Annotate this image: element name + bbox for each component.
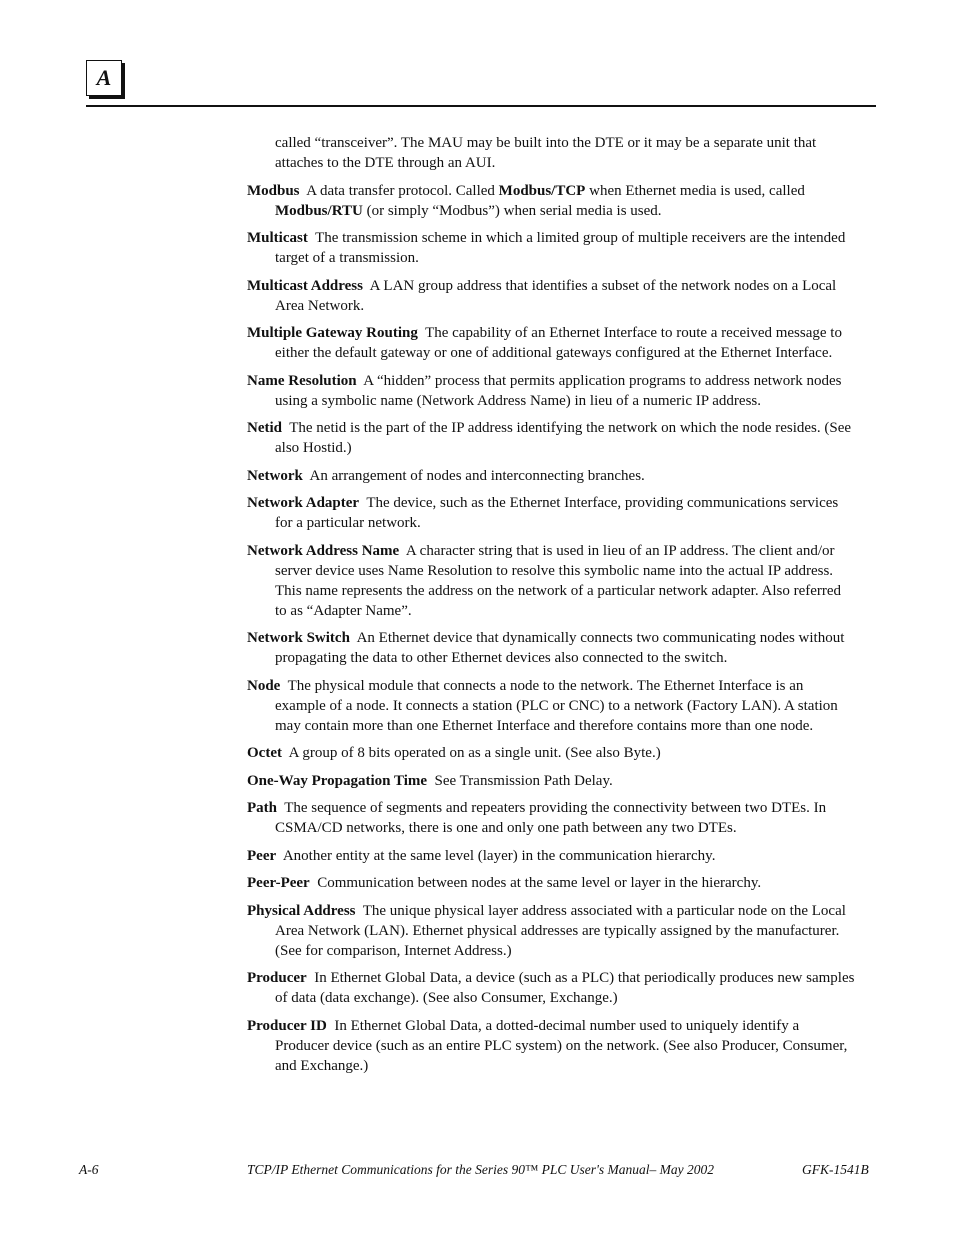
glossary-entry (247, 371, 855, 411)
glossary-definition: Another entity at the same level (layer) in the communication hierarchy. (282, 847, 716, 864)
glossary-term: Network Address Name (247, 542, 400, 559)
glossary-definition: Communication between nodes at the same level or layer in the hierarchy. (317, 875, 762, 891)
glossary-term: Netid (247, 420, 282, 436)
glossary-term: Producer ID (247, 1017, 327, 1034)
glossary-definition: when Ethernet media is used, called (585, 182, 805, 199)
glossary-entry (247, 968, 855, 1008)
glossary-term: Multicast (247, 230, 308, 246)
glossary-definition: A “hidden” process that permits application programs to address network nodes using a symbolic name (Network Address Name) in lieu of a numeric IP address. (275, 372, 842, 409)
glossary-entry (247, 676, 855, 736)
glossary-entry (247, 798, 855, 838)
glossary-definition: A LAN group address that identifies a subset of the network nodes on a Local Area Network. (275, 277, 837, 314)
glossary-definition: The unique physical layer address associated with a particular node on the Local Area Network (LAN). Ethernet physical addresses are typically assigned by the manufacturer. (See for comparison, Internet Address.) (275, 902, 846, 959)
glossary-definition: The sequence of segments and repeaters providing the connectivity between two DTEs. In CSMA/CD networks, there is one and only one path between any two DTEs. (275, 800, 827, 836)
glossary-definition: The physical module that connects a node to the network. The Ethernet Interface is an example of a node. It connects a station (PLC or CNC) to a network (Factory LAN). A station may contain more than one Ethernet Interface and therefore contains more than one node. (275, 677, 838, 734)
glossary-term: Octet (247, 745, 282, 761)
glossary-definition: An Ethernet device that dynamically connects two communicating nodes without propagating the data to other Ethernet devices also connected to the switch. (275, 630, 845, 666)
glossary-definition: (or simply “Modbus”) when serial media is used. (362, 202, 662, 219)
glossary-inline-term: Modbus/RTU (275, 202, 363, 219)
glossary-definition: A group of 8 bits operated on as a single unit. (See also Byte.) (288, 745, 661, 761)
glossary-term: Name Resolution (247, 372, 357, 389)
glossary-definition: See Transmission Path Delay. (434, 772, 613, 789)
glossary-definition: A character string that is used in lieu of an IP address. The client and/or server device uses Name Resolution to resolve this symbolic name into the actual IP address. This name represents the address on the network of a particular network adapter. Also referred to as “Adapter Name”. (275, 542, 842, 619)
glossary-term: Node (247, 677, 281, 694)
glossary-entry (247, 493, 855, 533)
continuation-text: called “transceiver”. The MAU may be built into the DTE or it may be a separate unit that attaches to the DTE through an AUI. (275, 135, 817, 171)
glossary-definition: In Ethernet Global Data, a dotted-decimal number used to uniquely identify a Producer device (such as an entire PLC system) on the network. (See also Producer, Consumer, and Exchange.) (275, 1017, 848, 1074)
header-rule (86, 105, 876, 107)
glossary-inline-term: Modbus/TCP (498, 182, 586, 199)
glossary-term: Peer (247, 847, 277, 864)
glossary-term: Network (247, 467, 303, 484)
glossary-term: Producer (247, 970, 307, 986)
footer-title: TCP/IP Ethernet Communications for the Series 90™ PLC User's Manual– May 2002 (247, 1162, 714, 1177)
glossary-term: Network Adapter (247, 495, 360, 511)
glossary-entry (247, 771, 855, 791)
footer-doc-id: GFK-1541B (802, 1162, 869, 1177)
glossary-term: Path (247, 800, 277, 816)
glossary-term: Multiple Gateway Routing (247, 325, 418, 341)
footer-page-number: A-6 (79, 1162, 99, 1177)
glossary-entry (247, 901, 855, 961)
glossary-term: One-Way Propagation Time (247, 772, 428, 789)
glossary-definition: An arrangement of nodes and interconnecting branches. (309, 467, 645, 484)
glossary-entry (247, 743, 855, 763)
glossary-entry (247, 276, 855, 316)
glossary-term: Network Switch (247, 630, 350, 646)
glossary-entry (247, 873, 855, 893)
glossary-definition: The transmission scheme in which a limited group of multiple receivers are the intended target of a transmission. (275, 230, 846, 266)
glossary-definition: The device, such as the Ethernet Interface, providing communications services for a particular network. (275, 495, 839, 531)
section-tab-letter: A (96, 65, 112, 90)
glossary-entry (247, 1016, 855, 1076)
glossary-term: Multicast Address (247, 277, 363, 294)
glossary-definition: The capability of an Ethernet Interface to route a received message to either the default gateway or one of additional gateways configured at the Ethernet Interface. (275, 325, 842, 361)
glossary-term: Physical Address (247, 902, 356, 919)
glossary-entry (247, 628, 855, 668)
glossary-term: Peer-Peer (247, 875, 310, 891)
section-tab (86, 60, 122, 96)
glossary-definition: The netid is the part of the IP address identifying the network on which the node resides. (See also Hostid.) (275, 420, 852, 456)
glossary-definition: A data transfer protocol. Called (306, 182, 499, 199)
glossary-entry (247, 466, 855, 486)
glossary-entry (247, 323, 855, 363)
glossary-entry (247, 228, 855, 268)
glossary-entry (247, 846, 855, 866)
glossary-definition: In Ethernet Global Data, a device (such as a PLC) that periodically produces new samples of data (data exchange). (See also Consumer, Exchange.) (275, 970, 855, 1006)
glossary-entry (247, 181, 855, 221)
glossary-entry (247, 418, 855, 458)
glossary-entry (247, 541, 855, 621)
glossary-term: Modbus (247, 182, 300, 199)
glossary-list (247, 133, 855, 1083)
